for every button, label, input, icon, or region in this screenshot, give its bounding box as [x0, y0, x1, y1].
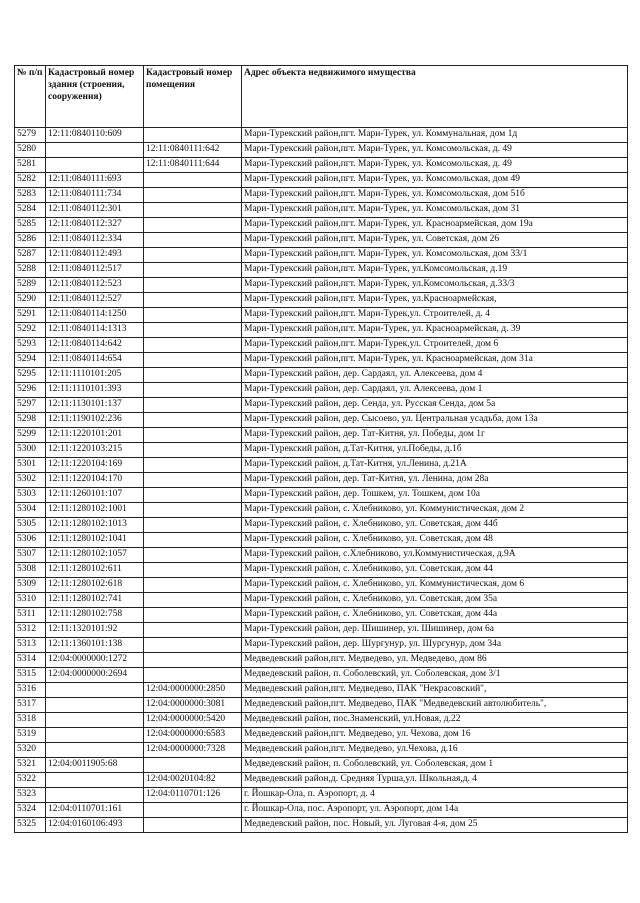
table-row [15, 503, 628, 518]
table-row [15, 383, 628, 398]
cell-room-cadastral [144, 548, 242, 563]
cell-num: 5297 [15, 398, 46, 413]
cell-building-cadastral [46, 698, 144, 713]
cell-building-cadastral: 12:11:1280102:1057 [46, 548, 144, 563]
cell-building-cadastral [46, 788, 144, 803]
cell-num: 5324 [15, 803, 46, 818]
cell-address: Мари-Турекский район, д.Тат-Китня, ул.Ленина, д.21А [242, 458, 628, 473]
table-row [15, 443, 628, 458]
cell-room-cadastral [144, 218, 242, 233]
cell-room-cadastral [144, 383, 242, 398]
cell-num: 5292 [15, 323, 46, 338]
cell-num: 5313 [15, 638, 46, 653]
cell-address: Медведевский район,д. Средняя Турша,ул. Школьная,д. 4 [242, 773, 628, 788]
cell-num: 5285 [15, 218, 46, 233]
cell-address: Медведевский район, пос. Новый, ул. Луговая 4-я, дом 25 [242, 818, 628, 833]
cell-num: 5294 [15, 353, 46, 368]
cell-address: Мари-Турекский район,пгт. Мари-Турек, ул. Комсомольская, дом 31 [242, 203, 628, 218]
table-row [15, 323, 628, 338]
cell-room-cadastral [144, 173, 242, 188]
cell-num: 5320 [15, 743, 46, 758]
cell-room-cadastral [144, 413, 242, 428]
table-row [15, 638, 628, 653]
cell-room-cadastral [144, 473, 242, 488]
cell-room-cadastral: 12:04:0020104:82 [144, 773, 242, 788]
cell-address: г. Йошкар-Ола, п. Аэропорт, д. 4 [242, 788, 628, 803]
table-body [15, 128, 628, 833]
cell-num: 5279 [15, 128, 46, 143]
cell-address: Мари-Турекский район, дер. Сардаял, ул. Алексеева, дом 4 [242, 368, 628, 383]
cell-room-cadastral [144, 593, 242, 608]
cell-address: Мари-Турекский район,пгт. Мари-Турек, ул.Красноармейская, [242, 293, 628, 308]
cell-address: Мари-Турекский район,пгт. Мари-Турек, ул. Красноармейская, дом 31а [242, 353, 628, 368]
cell-num: 5290 [15, 293, 46, 308]
cell-num: 5317 [15, 698, 46, 713]
cell-room-cadastral [144, 758, 242, 773]
cell-room-cadastral: 12:04:0000000:6583 [144, 728, 242, 743]
cell-address: г. Йошкар-Ола, пос. Аэропорт, ул. Аэропорт, дом 14а [242, 803, 628, 818]
cell-building-cadastral: 12:11:0840114:1250 [46, 308, 144, 323]
cell-building-cadastral: 12:11:1280102:618 [46, 578, 144, 593]
cell-building-cadastral: 12:11:0840112:493 [46, 248, 144, 263]
property-register-table [14, 65, 628, 833]
header-num: № п/п [15, 66, 46, 128]
table-row [15, 518, 628, 533]
header-room-cadastral: Кадастровый номер помещения [144, 66, 242, 128]
cell-building-cadastral: 12:11:1110101:393 [46, 383, 144, 398]
cell-building-cadastral: 12:11:1260101:107 [46, 488, 144, 503]
table-row [15, 653, 628, 668]
cell-address: Мари-Турекский район, дер. Сардаял, ул. Алексеева, дом 1 [242, 383, 628, 398]
table-row [15, 683, 628, 698]
table-row [15, 668, 628, 683]
table-row [15, 203, 628, 218]
table-row [15, 608, 628, 623]
cell-room-cadastral [144, 323, 242, 338]
cell-num: 5299 [15, 428, 46, 443]
table-row [15, 413, 628, 428]
cell-num: 5284 [15, 203, 46, 218]
cell-num: 5308 [15, 563, 46, 578]
cell-room-cadastral [144, 458, 242, 473]
table-row [15, 458, 628, 473]
cell-num: 5293 [15, 338, 46, 353]
cell-address: Мари-Турекский район,пгт. Мари-Турек, ул.Комсомольская, д.19 [242, 263, 628, 278]
cell-num: 5323 [15, 788, 46, 803]
table-row [15, 803, 628, 818]
cell-building-cadastral: 12:11:1280102:1013 [46, 518, 144, 533]
table-row [15, 308, 628, 323]
table-row [15, 743, 628, 758]
cell-address: Медведевский район,пгт. Медведево, ул.Чехова, д.16 [242, 743, 628, 758]
cell-address: Мари-Турекский район, дер. Сысоево, ул. Центральная усадьба, дом 13а [242, 413, 628, 428]
cell-num: 5311 [15, 608, 46, 623]
cell-num: 5312 [15, 623, 46, 638]
cell-num: 5309 [15, 578, 46, 593]
cell-num: 5282 [15, 173, 46, 188]
cell-address: Мари-Турекский район, с.Хлебниково, ул.Коммунистическая, д.9А [242, 548, 628, 563]
cell-num: 5302 [15, 473, 46, 488]
cell-building-cadastral: 12:11:1190102:236 [46, 413, 144, 428]
cell-building-cadastral: 12:11:1220103:215 [46, 443, 144, 458]
cell-address: Мари-Турекский район, дер. Тат-Китня, ул. Ленина, дом 28а [242, 473, 628, 488]
cell-building-cadastral: 12:11:1320101:92 [46, 623, 144, 638]
table-row [15, 728, 628, 743]
cell-num: 5325 [15, 818, 46, 833]
document-page [14, 65, 627, 833]
cell-address: Мари-Турекский район, дер. Шургунур, ул. Шургунур, дом 34а [242, 638, 628, 653]
header-address: Адрес объекта недвижимого имущества [242, 66, 628, 128]
cell-room-cadastral [144, 533, 242, 548]
table-row [15, 128, 628, 143]
cell-building-cadastral: 12:04:0160106:493 [46, 818, 144, 833]
cell-num: 5304 [15, 503, 46, 518]
table-row [15, 773, 628, 788]
table-row [15, 248, 628, 263]
cell-room-cadastral [144, 188, 242, 203]
cell-room-cadastral [144, 668, 242, 683]
cell-building-cadastral [46, 713, 144, 728]
cell-building-cadastral: 12:11:0840114:642 [46, 338, 144, 353]
cell-building-cadastral: 12:11:1280102:1001 [46, 503, 144, 518]
cell-room-cadastral [144, 293, 242, 308]
cell-building-cadastral: 12:04:0000000:2694 [46, 668, 144, 683]
cell-address: Медведевский район,пгт. Медведево, ПАК "Некрасовский", [242, 683, 628, 698]
cell-num: 5287 [15, 248, 46, 263]
cell-building-cadastral: 12:11:0840112:517 [46, 263, 144, 278]
cell-num: 5310 [15, 593, 46, 608]
cell-address: Мари-Турекский район, д.Тат-Китня, ул.Победы, д.1б [242, 443, 628, 458]
cell-num: 5307 [15, 548, 46, 563]
cell-num: 5300 [15, 443, 46, 458]
cell-address: Медведевский район, пос.Знаменский, ул.Новая, д.22 [242, 713, 628, 728]
table-row [15, 818, 628, 833]
cell-room-cadastral [144, 653, 242, 668]
header-row [15, 66, 628, 128]
cell-building-cadastral: 12:11:0840111:693 [46, 173, 144, 188]
cell-address: Мари-Турекский район, дер. Тошкем, ул. Тошкем, дом 10а [242, 488, 628, 503]
cell-address: Мари-Турекский район,пгт. Мари-Турек, ул. Красноармейская, дом 19а [242, 218, 628, 233]
cell-building-cadastral: 12:11:1280102:1041 [46, 533, 144, 548]
cell-address: Медведевский район,пгт. Медведево, ПАК "Медведевский автолюбитель", [242, 698, 628, 713]
cell-room-cadastral: 12:04:0110701:126 [144, 788, 242, 803]
cell-address: Мари-Турекский район, дер. Сенда, ул. Русская Сенда, дом 5а [242, 398, 628, 413]
table-row [15, 698, 628, 713]
cell-room-cadastral [144, 578, 242, 593]
cell-room-cadastral [144, 428, 242, 443]
table-row [15, 263, 628, 278]
cell-room-cadastral [144, 638, 242, 653]
cell-address: Мари-Турекский район,пгт. Мари-Турек, ул. Комсомольская, дом 33/1 [242, 248, 628, 263]
table-row [15, 188, 628, 203]
cell-room-cadastral [144, 203, 242, 218]
cell-building-cadastral: 12:11:0840110:609 [46, 128, 144, 143]
cell-num: 5305 [15, 518, 46, 533]
cell-room-cadastral [144, 353, 242, 368]
cell-room-cadastral: 12:04:0000000:5420 [144, 713, 242, 728]
cell-address: Мари-Турекский район,пгт. Мари-Турек, ул. Комсомольская, дом 49 [242, 173, 628, 188]
cell-room-cadastral: 12:04:0000000:3081 [144, 698, 242, 713]
cell-room-cadastral [144, 263, 242, 278]
cell-address: Мари-Турекский район, с. Хлебниково, ул. Советская, дом 48 [242, 533, 628, 548]
cell-address: Мари-Турекский район,пгт. Мари-Турек, ул. Комсомольская, дом 51б [242, 188, 628, 203]
cell-num: 5321 [15, 758, 46, 773]
cell-room-cadastral [144, 818, 242, 833]
table-row [15, 173, 628, 188]
cell-room-cadastral [144, 308, 242, 323]
cell-building-cadastral [46, 743, 144, 758]
table-row [15, 563, 628, 578]
cell-building-cadastral: 12:11:0840112:334 [46, 233, 144, 248]
cell-num: 5322 [15, 773, 46, 788]
cell-address: Мари-Турекский район, с. Хлебниково, ул. Коммунистическая, дом 2 [242, 503, 628, 518]
cell-address: Мари-Турекский район,пгт. Мари-Турек, ул. Коммунальная, дом 1д [242, 128, 628, 143]
cell-address: Мари-Турекский район, дер. Шишинер, ул. Шишинер, дом 6а [242, 623, 628, 638]
cell-address: Мари-Турекский район,пгт. Мари-Турек, ул. Комсомольская, д. 49 [242, 158, 628, 173]
cell-address: Мари-Турекский район,пгт. Мари-Турек,ул. Строителей, д. 4 [242, 308, 628, 323]
cell-num: 5319 [15, 728, 46, 743]
table-row [15, 578, 628, 593]
cell-room-cadastral: 12:04:0000000:2850 [144, 683, 242, 698]
table-row [15, 368, 628, 383]
cell-building-cadastral: 12:11:1220101:201 [46, 428, 144, 443]
cell-building-cadastral [46, 683, 144, 698]
table-row [15, 533, 628, 548]
table-row [15, 713, 628, 728]
cell-address: Мари-Турекский район,пгт. Мари-Турек, ул. Комсомольская, д. 49 [242, 143, 628, 158]
cell-room-cadastral [144, 398, 242, 413]
table-row [15, 788, 628, 803]
table-row [15, 233, 628, 248]
cell-building-cadastral: 12:11:1280102:741 [46, 593, 144, 608]
table-row [15, 548, 628, 563]
cell-num: 5280 [15, 143, 46, 158]
cell-room-cadastral [144, 488, 242, 503]
cell-room-cadastral [144, 803, 242, 818]
table-row [15, 398, 628, 413]
cell-num: 5314 [15, 653, 46, 668]
table-row [15, 278, 628, 293]
cell-room-cadastral [144, 443, 242, 458]
cell-address: Мари-Турекский район, с. Хлебниково, ул. Коммунистическая, дом 6 [242, 578, 628, 593]
table-row [15, 158, 628, 173]
cell-num: 5315 [15, 668, 46, 683]
cell-num: 5291 [15, 308, 46, 323]
table-row [15, 488, 628, 503]
table-row [15, 623, 628, 638]
cell-building-cadastral [46, 158, 144, 173]
cell-address: Медведевский район, п. Соболевский, ул. Соболевская, дом 3/1 [242, 668, 628, 683]
cell-building-cadastral: 12:11:1360101:138 [46, 638, 144, 653]
cell-building-cadastral: 12:11:1280102:758 [46, 608, 144, 623]
cell-address: Медведевский район, п. Соболевский, ул. Соболевская, дом 1 [242, 758, 628, 773]
header-building-cadastral: Кадастровый номер здания (строения, сооружения) [46, 66, 144, 128]
cell-room-cadastral [144, 128, 242, 143]
cell-building-cadastral [46, 773, 144, 788]
cell-building-cadastral: 12:11:0840112:301 [46, 203, 144, 218]
cell-room-cadastral [144, 518, 242, 533]
cell-room-cadastral: 12:11:0840111:644 [144, 158, 242, 173]
cell-address: Мари-Турекский район,пгт. Мари-Турек, ул.Комсомольская, д.33/3 [242, 278, 628, 293]
cell-room-cadastral: 12:04:0000000:7328 [144, 743, 242, 758]
table-row [15, 338, 628, 353]
cell-address: Мари-Турекский район, с. Хлебниково, ул. Советская, дом 35а [242, 593, 628, 608]
cell-num: 5316 [15, 683, 46, 698]
cell-num: 5303 [15, 488, 46, 503]
cell-building-cadastral [46, 143, 144, 158]
table-row [15, 218, 628, 233]
cell-building-cadastral: 12:11:1130101:137 [46, 398, 144, 413]
cell-address: Медведевский район,пгт. Медведево, ул. Чехова, дом 16 [242, 728, 628, 743]
cell-room-cadastral [144, 248, 242, 263]
table-row [15, 473, 628, 488]
cell-address: Мари-Турекский район,пгт. Мари-Турек,ул. Строителей, дом 6 [242, 338, 628, 353]
table-row [15, 593, 628, 608]
cell-room-cadastral: 12:11:0840111:642 [144, 143, 242, 158]
cell-address: Мари-Турекский район, с. Хлебниково, ул. Советская, дом 44б [242, 518, 628, 533]
cell-num: 5298 [15, 413, 46, 428]
cell-num: 5289 [15, 278, 46, 293]
cell-num: 5296 [15, 383, 46, 398]
cell-num: 5288 [15, 263, 46, 278]
cell-building-cadastral: 12:04:0110701:161 [46, 803, 144, 818]
cell-address: Мари-Турекский район, дер. Тат-Китня, ул. Победы, дом 1г [242, 428, 628, 443]
cell-building-cadastral: 12:11:1220104:170 [46, 473, 144, 488]
table-row [15, 353, 628, 368]
table-header [15, 66, 628, 128]
cell-num: 5306 [15, 533, 46, 548]
cell-room-cadastral [144, 503, 242, 518]
cell-building-cadastral: 12:11:0840112:527 [46, 293, 144, 308]
cell-num: 5283 [15, 188, 46, 203]
cell-room-cadastral [144, 608, 242, 623]
cell-address: Мари-Турекский район,пгт. Мари-Турек, ул. Красноармейская, д. 39 [242, 323, 628, 338]
cell-building-cadastral: 12:11:0840112:327 [46, 218, 144, 233]
cell-room-cadastral [144, 368, 242, 383]
cell-num: 5318 [15, 713, 46, 728]
table-row [15, 428, 628, 443]
cell-building-cadastral: 12:11:0840112:523 [46, 278, 144, 293]
cell-building-cadastral: 12:11:1110101:205 [46, 368, 144, 383]
cell-address: Мари-Турекский район,пгт. Мари-Турек, ул. Советская, дом 26 [242, 233, 628, 248]
cell-building-cadastral: 12:11:1220104:169 [46, 458, 144, 473]
cell-building-cadastral: 12:11:0840111:734 [46, 188, 144, 203]
cell-num: 5295 [15, 368, 46, 383]
cell-address: Медведевский район,пгт. Медведево, ул. Медведево, дом 86 [242, 653, 628, 668]
cell-building-cadastral: 12:04:0000000:1272 [46, 653, 144, 668]
cell-num: 5281 [15, 158, 46, 173]
table-row [15, 293, 628, 308]
cell-num: 5301 [15, 458, 46, 473]
cell-address: Мари-Турекский район, с. Хлебниково, ул. Советская, дом 44 [242, 563, 628, 578]
cell-building-cadastral: 12:11:1280102:611 [46, 563, 144, 578]
table-row [15, 143, 628, 158]
cell-room-cadastral [144, 623, 242, 638]
table-row [15, 758, 628, 773]
cell-room-cadastral [144, 563, 242, 578]
cell-room-cadastral [144, 278, 242, 293]
cell-building-cadastral: 12:11:0840114:654 [46, 353, 144, 368]
cell-building-cadastral [46, 728, 144, 743]
cell-room-cadastral [144, 233, 242, 248]
cell-building-cadastral: 12:11:0840114:1313 [46, 323, 144, 338]
cell-num: 5286 [15, 233, 46, 248]
cell-building-cadastral: 12:04:0011905:68 [46, 758, 144, 773]
cell-address: Мари-Турекский район, с. Хлебниково, ул. Советская, дом 44а [242, 608, 628, 623]
cell-room-cadastral [144, 338, 242, 353]
